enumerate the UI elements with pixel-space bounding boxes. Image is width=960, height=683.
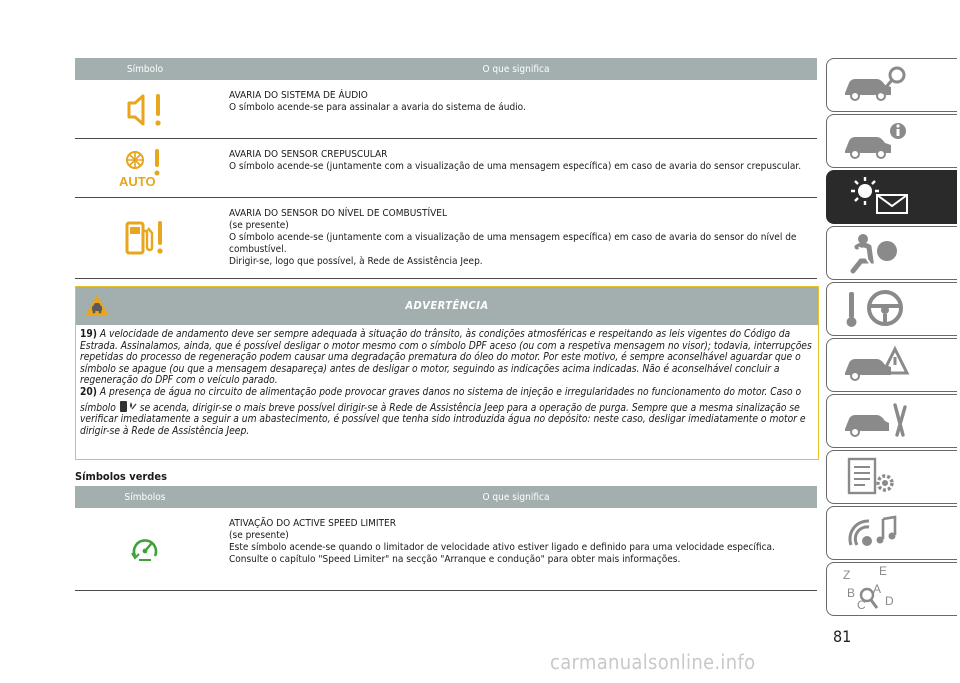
warning-box bbox=[75, 286, 819, 460]
symbols-table-green bbox=[75, 486, 817, 591]
auto-light-sensor-warning-icon bbox=[118, 145, 172, 189]
index-letter: D bbox=[885, 594, 894, 608]
section-title: Símbolos verdes bbox=[75, 470, 167, 483]
steering-wheel-icon bbox=[841, 286, 913, 332]
row-text: (se presente) bbox=[229, 530, 289, 541]
row-text: O símbolo acende-se para assinalar a avaria do sistema de áudio. bbox=[229, 102, 526, 113]
index-letter: C bbox=[857, 598, 866, 612]
tab-warning-lights[interactable] bbox=[826, 170, 957, 224]
tab-emergency[interactable] bbox=[826, 338, 957, 392]
airbag-seatbelt-icon bbox=[841, 231, 913, 275]
row-text: (se presente) bbox=[229, 220, 289, 231]
index-letter: E bbox=[879, 565, 888, 578]
warning-title: ADVERTÊNCIA bbox=[405, 299, 489, 312]
warning-text: se acenda, dirigir-se o mais breve possível dirigir-se à Rede de Assistência Jeep para a operação de purga. Sempre que a mesma sinalização se verificar imediatamente a seguir a um abastecimento, é possível que tenha sido introduzida água no depósito: neste caso, desligar imediatamente o motor e dirigir-se à Rede de Assistência Jeep. bbox=[80, 402, 806, 437]
alphabet-index-icon bbox=[839, 565, 919, 613]
table-row bbox=[75, 198, 817, 279]
row-title: ATIVAÇÃO DO ACTIVE SPEED LIMITER bbox=[229, 518, 396, 529]
audio-warning-icon bbox=[123, 90, 167, 130]
multimedia-icon bbox=[841, 511, 913, 555]
warning-header bbox=[76, 287, 818, 325]
document-gear-icon bbox=[841, 455, 913, 499]
fuel-level-sensor-warning-icon bbox=[122, 217, 168, 259]
warning-item-20 bbox=[80, 387, 814, 437]
tab-multimedia[interactable] bbox=[826, 506, 957, 560]
row-text: Este símbolo acende-se quando o limitador de velocidade ativo estiver ligado e definido para uma velocidade específica. bbox=[229, 542, 775, 553]
row-title: AVARIA DO SENSOR CREPUSCULAR bbox=[229, 149, 388, 160]
table-row bbox=[75, 80, 817, 139]
auto-label: AUTO bbox=[119, 174, 156, 189]
warning-text: A velocidade de andamento deve ser sempre adequada à situação do trânsito, às condições atmosféricas e respeitando as leis vigentes do Código da Estrada. Assinalamos, ainda, que é possível desligar o motor mesmo com o símbolo DPF aceso (ou com a respetiva mensagem no visor); todavia, interrupções repetidas do processo de regeneração podem causar uma degradação prematura do óleo do motor. Por este motivo, é sempre aconselhável aguardar que o símbolo se apague (ou que a mensagem desapareça) antes de desligar o motor, seguindo as indicações acima indicadas. Não é aconselhável concluir a regeneração do DPF com o veículo parado. bbox=[80, 329, 812, 387]
warning-light-message-icon bbox=[843, 175, 923, 219]
table-row bbox=[75, 139, 817, 198]
tab-technical-data[interactable] bbox=[826, 450, 957, 504]
car-warning-triangle-icon bbox=[841, 343, 913, 387]
table-row bbox=[75, 508, 817, 591]
tab-index[interactable] bbox=[826, 562, 957, 616]
speed-limiter-icon bbox=[130, 535, 160, 565]
water-in-fuel-icon bbox=[119, 399, 137, 413]
page-number: 81 bbox=[833, 627, 852, 646]
tab-maintenance[interactable] bbox=[826, 394, 957, 448]
row-text: Consulte o capítulo "Speed Limiter" na secção "Arranque e condução" para obter mais informações. bbox=[229, 554, 681, 565]
tab-car-info[interactable] bbox=[826, 114, 957, 168]
warning-number: 19) bbox=[80, 329, 97, 340]
tab-safety[interactable] bbox=[826, 226, 957, 280]
footer-watermark: carmanualsonline.info bbox=[550, 650, 756, 674]
row-text: O símbolo acende-se (juntamente com a visualização de uma mensagem específica) em caso de avaria do sensor do nível de combustível. bbox=[229, 232, 797, 255]
tab-car-key[interactable] bbox=[826, 58, 957, 112]
column-header-symbol: Símbolo bbox=[75, 58, 215, 80]
car-tools-icon bbox=[841, 399, 913, 443]
row-title: AVARIA DO SENSOR DO NÍVEL DE COMBUSTÍVEL bbox=[229, 208, 447, 219]
row-text: O símbolo acende-se (juntamente com a visualização de uma mensagem específica) em caso de avaria do sensor crepuscular. bbox=[229, 161, 802, 172]
car-key-icon bbox=[841, 63, 913, 107]
index-letter: A bbox=[873, 582, 882, 596]
column-header-symbols: Símbolos bbox=[75, 486, 215, 508]
row-text: Dirigir-se, logo que possível, à Rede de Assistência Jeep. bbox=[229, 256, 483, 267]
index-letter: Z bbox=[843, 568, 851, 582]
warning-number: 20) bbox=[80, 386, 97, 398]
warning-body bbox=[76, 325, 818, 437]
column-header-meaning: O que significa bbox=[215, 486, 817, 508]
car-info-icon bbox=[841, 119, 913, 163]
index-letter: B bbox=[847, 586, 856, 600]
warning-item-19 bbox=[80, 329, 814, 387]
column-header-meaning: O que significa bbox=[215, 58, 817, 80]
row-title: AVARIA DO SISTEMA DE ÁUDIO bbox=[229, 90, 368, 101]
tab-driving[interactable] bbox=[826, 282, 957, 336]
warning-text: A presença de água no circuito de alimentação pode provocar graves danos no sistema de injeção e irregularidades no funcionamento do motor. Caso o símbolo bbox=[80, 386, 802, 414]
symbols-table-amber bbox=[75, 58, 817, 279]
